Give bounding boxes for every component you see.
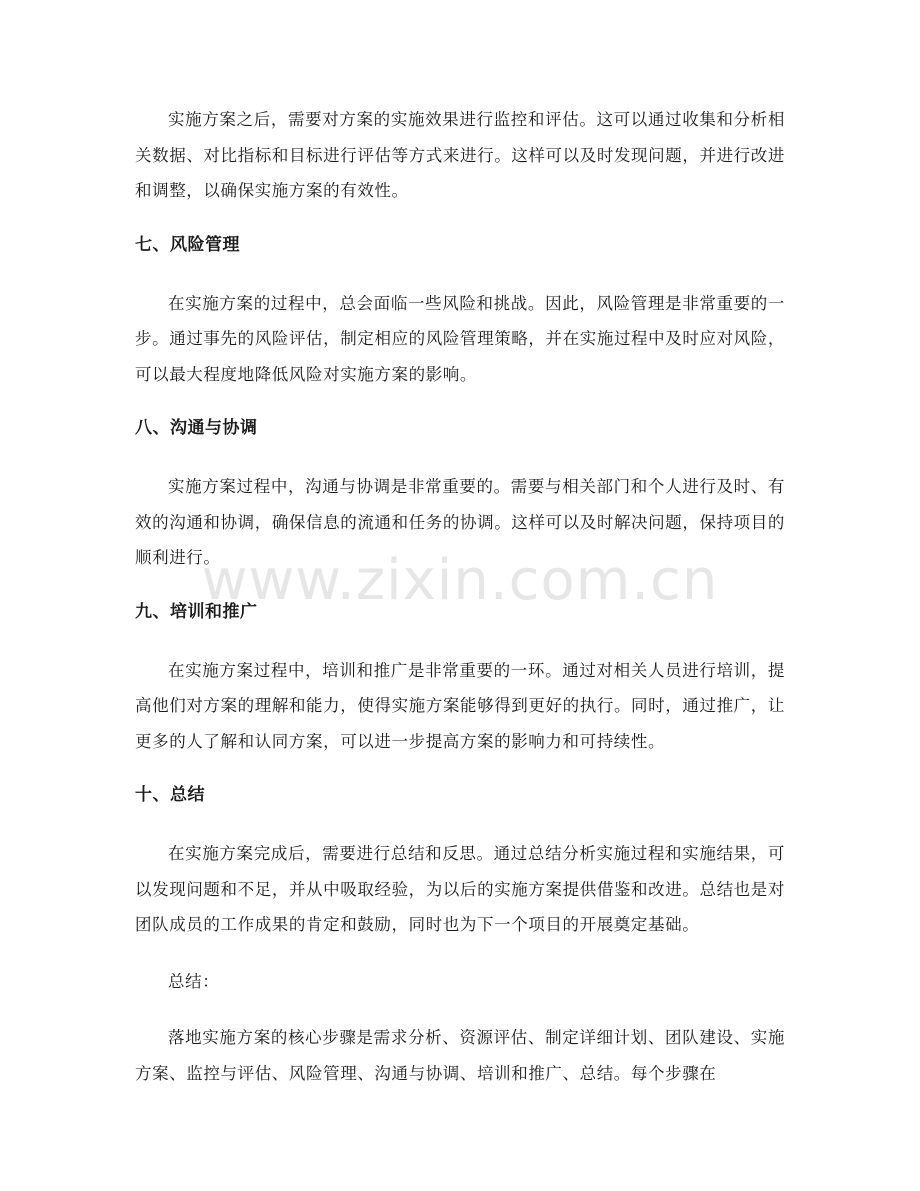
heading-summary: 十、总结 [135,785,205,805]
paragraph-risk-management: 在实施方案的过程中，总会面临一些风险和挑战。因此，风险管理是非常重要的一步。通过事先的风险评估，制定相应的风险管理策略，并在实施过程中及时应对风险，可以最大程度地降低风险对实施方案的影响。 [135,293,785,384]
heading-training: 九、培训和推广 [135,601,258,622]
paragraph-summary: 在实施方案完成后，需要进行总结和反思。通过总结分析实施过程和实施结果，可以发现问题和不足，并从中吸取经验，为以后的实施方案提供借鉴和改进。总结也是对团队成员的工作成果的肯定和鼓励，同时也为下一个项目的开展奠定基础。 [135,844,785,934]
paragraph-communication: 实施方案过程中，沟通与协调是非常重要的。需要与相关部门和个人进行及时、有效的沟通和协调，确保信息的流通和任务的协调。这样可以及时解决问题，保持项目的顺利进行。 [135,477,785,567]
summary-label: 总结： [168,971,220,991]
paragraph-training: 在实施方案过程中，培训和推广是非常重要的一环。通过对相关人员进行培训，提高他们对方案的理解和能力，使得实施方案能够得到更好的执行。同时，通过推广，让更多的人了解和认同方案，可以进一步提高方案的影响力和可持续性。 [135,660,785,751]
watermark: www.zixin.com.cn [201,548,719,613]
paragraph-monitoring: 实施方案之后，需要对方案的实施效果进行监控和评估。这可以通过收集和分析相关数据、对比指标和目标进行评估等方式来进行。这样可以及时发现问题，并进行改进和调整，以确保实施方案的有效性。 [135,110,785,200]
heading-communication: 八、沟通与协调 [135,418,258,438]
heading-risk-management: 七、风险管理 [135,234,240,255]
paragraph-final: 落地实施方案的核心步骤是需求分析、资源评估、制定详细计划、团队建设、实施方案、监控与评估、风险管理、沟通与协调、培训和推广、总结。每个步骤在 [135,1028,785,1083]
